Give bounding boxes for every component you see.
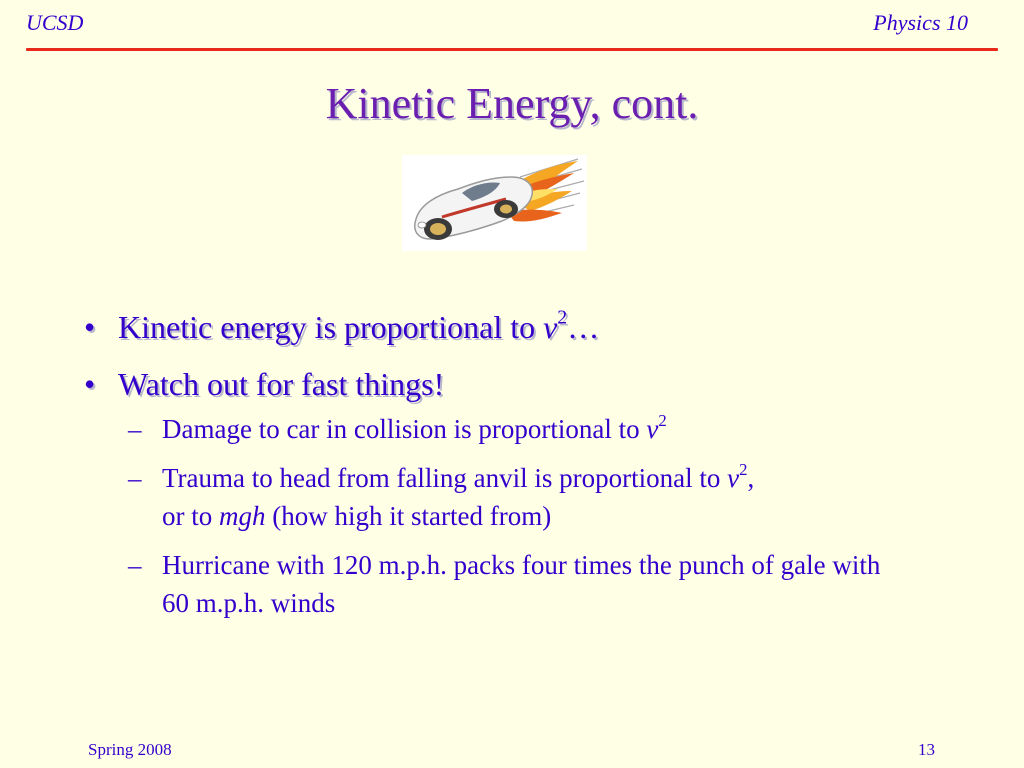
header-course-name: Physics 10 [873,10,968,35]
sub-bullet-item [84,546,902,622]
bullet-marker: • [84,309,96,345]
sub-bullet-text: Damage to car in collision is proportional to [162,414,647,444]
race-car-icon [402,155,587,251]
bullet-variable: v [543,309,558,345]
sub-bullet-superscript: 2 [658,410,667,430]
header-course-org: UCSD [26,10,84,35]
footer-term: Spring 2008 [88,740,172,759]
slide-title: Kinetic Energy, cont. [325,79,699,128]
bullet-item [84,308,964,346]
header-divider [26,48,998,51]
sub-bullet-marker: – [128,550,142,580]
sub-bullet-marker: – [128,463,142,493]
bullet-marker: • [84,366,96,402]
sub-bullet-text: Trauma to head from falling anvil is proportional to [162,463,728,493]
bullet-tail: … [567,309,600,345]
bullet-list [84,308,964,633]
slide-number: 13 [918,740,935,759]
sub-bullet-variable: v [727,463,740,493]
sub-bullet-item [84,410,964,448]
sub-bullet-line2-variable: mgh [219,501,266,531]
bullet-superscript: 2 [557,306,568,329]
sub-bullet-variable: v [646,414,659,444]
sub-bullet-marker: – [128,414,142,444]
bullet-text: Kinetic energy is proportional to [118,309,544,345]
sub-bullet-tail: , [747,463,755,493]
sub-bullet-superscript: 2 [739,459,748,479]
sub-bullet-item [84,459,964,535]
bullet-text: Watch out for fast things! [118,366,445,402]
bullet-item [84,365,964,403]
sub-bullet-text: Hurricane with 120 m.p.h. packs four times the punch of gale with 60 m.p.h. winds [162,550,881,618]
sub-bullet-line2-prefix: or to [162,501,219,531]
sub-bullet-line2-tail: (how high it started from) [265,501,552,531]
race-car-image [402,155,587,251]
